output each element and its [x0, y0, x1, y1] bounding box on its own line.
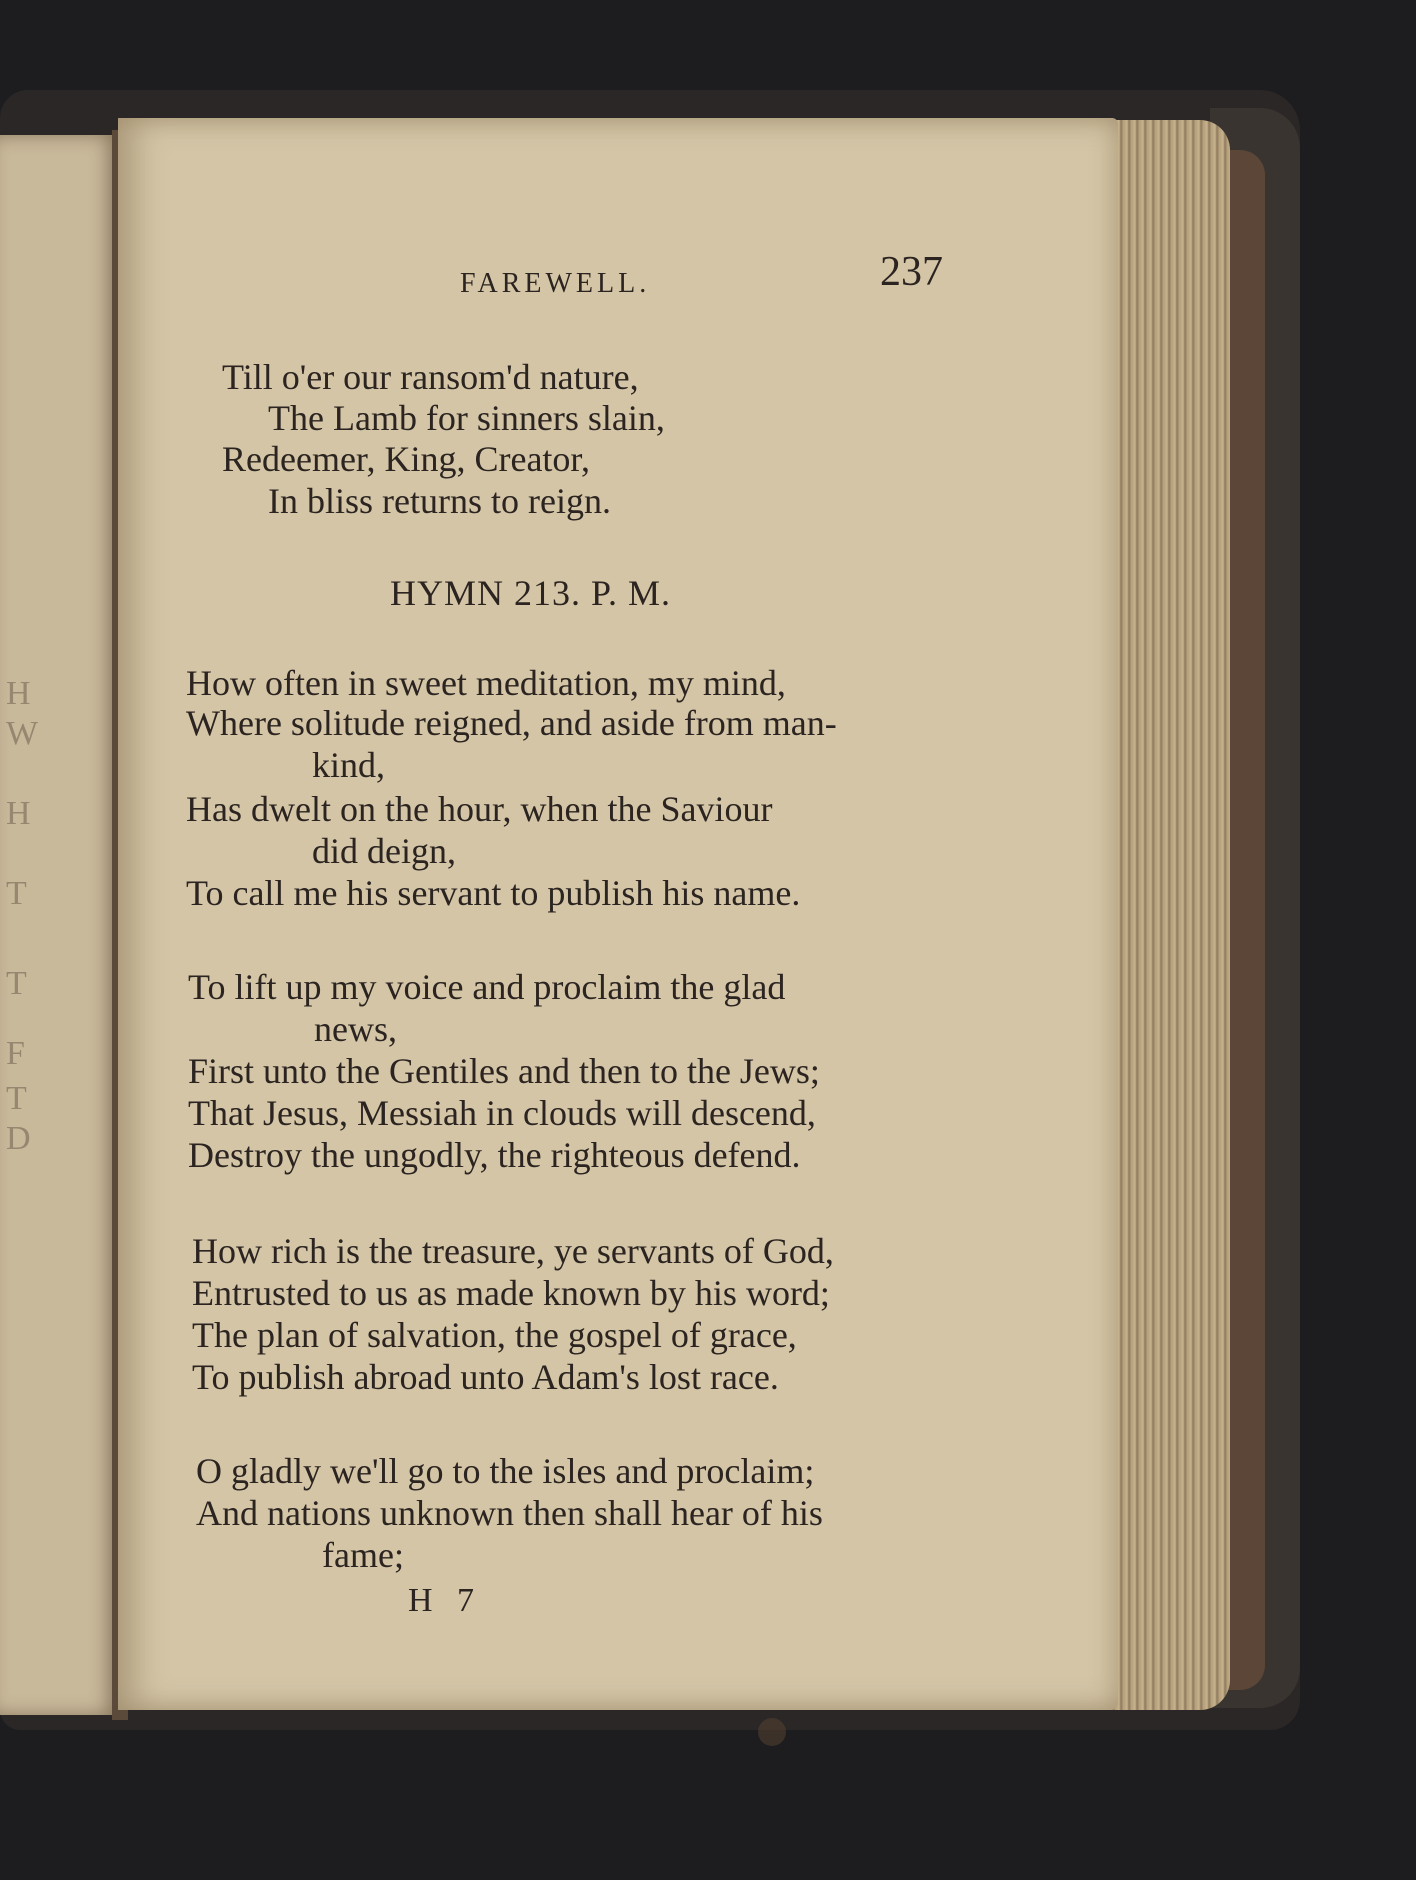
verse-line: And nations unknown then shall hear of his: [196, 1493, 823, 1533]
verse-line: How often in sweet meditation, my mind,: [186, 663, 786, 703]
hymn-title: HYMN 213. P. M.: [390, 573, 672, 613]
verse-line: kind,: [312, 745, 386, 785]
verse-line: did deign,: [312, 831, 456, 871]
verse-line: That Jesus, Messiah in clouds will descend,: [188, 1093, 816, 1133]
verse-line: Entrusted to us as made known by his word;: [192, 1273, 830, 1313]
verse-line: To lift up my voice and proclaim the glad: [188, 967, 786, 1007]
verse-line: Where solitude reigned, and aside from man-: [186, 703, 837, 743]
verse-line: Has dwelt on the hour, when the Saviour: [186, 789, 773, 829]
verse-line: To publish abroad unto Adam's lost race.: [192, 1357, 779, 1397]
page-fore-edge: [1100, 120, 1230, 1710]
page-number: 237: [880, 249, 943, 295]
page-stain: [758, 1718, 786, 1746]
verse-line: Destroy the ungodly, the righteous defend.: [188, 1135, 801, 1175]
verse-line: To call me his servant to publish his name.: [186, 873, 801, 913]
fore-edge-shadow: [1225, 150, 1265, 1690]
verse-line: Redeemer, King, Creator,: [222, 439, 590, 479]
left-page: H W H T T F T D: [0, 135, 118, 1715]
running-head: FAREWELL.: [460, 268, 651, 299]
verse-line: In bliss returns to reign.: [268, 481, 611, 521]
verse-line: Till o'er our ransom'd nature,: [222, 357, 639, 397]
verse-line: fame;: [322, 1535, 404, 1575]
verse-line: The Lamb for sinners slain,: [268, 398, 665, 438]
verse-line: The plan of salvation, the gospel of grace,: [192, 1315, 797, 1355]
signature-mark: H 7: [408, 1582, 483, 1619]
verse-line: How rich is the treasure, ye servants of God,: [192, 1231, 834, 1271]
verse-line: O gladly we'll go to the isles and proclaim;: [196, 1451, 815, 1491]
verse-line: news,: [314, 1009, 397, 1049]
verse-line: First unto the Gentiles and then to the Jews;: [188, 1051, 820, 1091]
